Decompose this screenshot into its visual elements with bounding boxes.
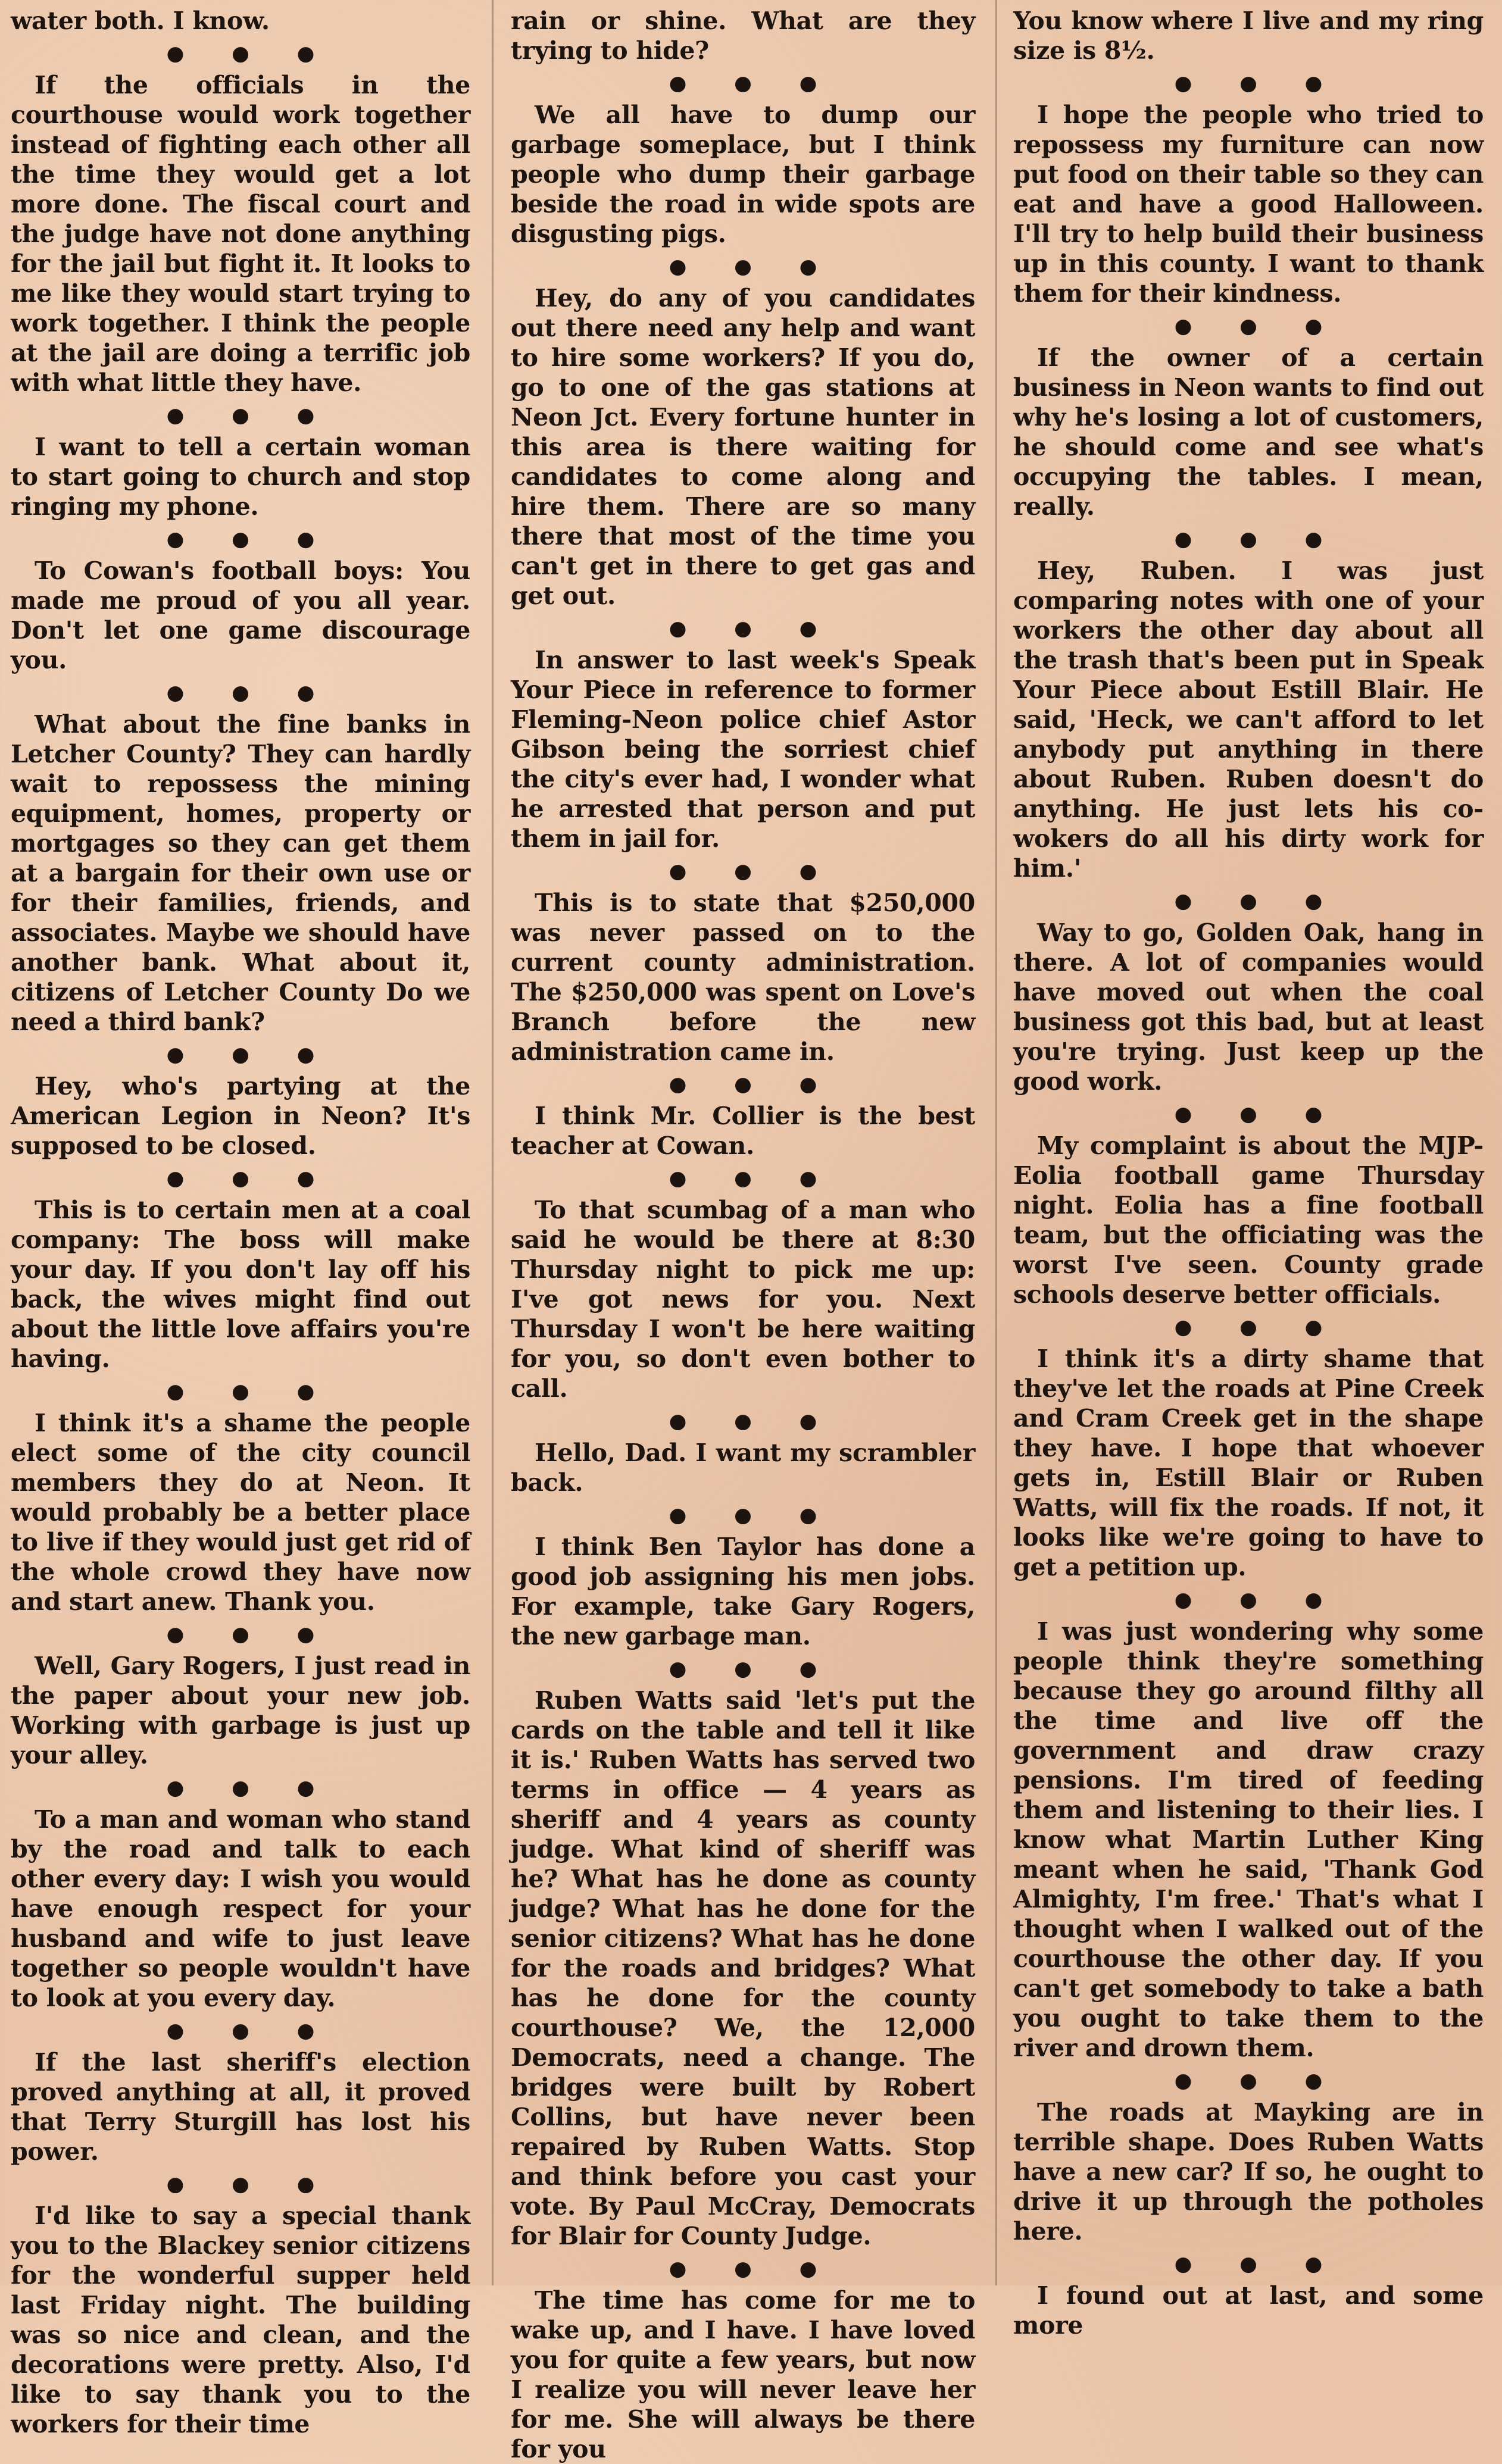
item-separator: ● ● ● (166, 1776, 335, 1800)
item-separator: ● ● ● (1174, 527, 1343, 551)
comment-text: If the officials in the courthouse would work together instead of fighting each other all the time they would get a lot more done. The fiscal court and the judge have not done anything for the jail but fight it. It looks to me like they would start trying to work together. I think the people at the jail are doing a terrific job with what little they have. (11, 71, 470, 397)
item-separator: ● ● ● (166, 527, 335, 551)
item-separator: ● ● ● (669, 1167, 838, 1190)
comment-text: Hey, who's partying at the American Legion in Neon? It's supposed to be closed. (11, 1072, 470, 1160)
comment-text: What about the fine banks in Letcher County? They can hardly wait to repossess the mining equipment, homes, property or mortgages so they can get them at a bargain for their own use or for their families, friends, and associates. Maybe we should have another bank. What about it, citizens of Letcher County Do we need a third bank? (11, 710, 470, 1036)
item-separator: ● ● ● (669, 1503, 838, 1527)
item-separator: ● ● ● (669, 2257, 838, 2281)
comment-text: Well, Gary Rogers, I just read in the paper about your new job. Working with garbage is just up your alley. (11, 1652, 470, 1769)
column-2 (511, 6, 975, 2463)
item-separator: ● ● ● (166, 2019, 335, 2043)
comment-item (1013, 2097, 1484, 2246)
comment-text: Hey, do any of you candidates out there need any help and want to hire some workers? If you do, go to one of the gas stations at Neon Jct. Every fortune hunter in this area is there waiting for candidates to come along and hire them. There are so many there that most of the time you can't get in there to get gas and get out. (511, 284, 975, 610)
comment-text: I found out at last, and some more (1013, 2281, 1484, 2340)
comment-item (11, 1651, 470, 1770)
comment-item (511, 1686, 975, 2251)
comment-item (11, 709, 470, 1037)
item-separator: ● ● ● (1174, 1588, 1343, 1612)
comment-item (511, 6, 975, 65)
comment-text: If the last sheriff's election proved anything at all, it proved that Terry Sturgill has lost his power. (11, 2048, 470, 2166)
comment-item (11, 2047, 470, 2166)
comment-item (511, 1532, 975, 1651)
comment-item (11, 1408, 470, 1616)
comment-text: The time has come for me to wake up, and I have. I have loved you for quite a few years, but now I realize you will never leave her for me. She will always be there for you (511, 2286, 975, 2463)
comment-item (11, 432, 470, 521)
comment-text: I think Mr. Collier is the best teacher at Cowan. (511, 1102, 975, 1160)
comment-text: I think it's a dirty shame that they've let the roads at Pine Creek and Cram Creek get in the shape they have. I hope that whoever gets in, Estill Blair or Ruben Watts, will fix the roads. If not, it looks like we're going to have to get a petition up. (1013, 1344, 1484, 1581)
item-separator: ● ● ● (669, 1409, 838, 1433)
comment-text: water both. I know. (11, 7, 270, 35)
comment-item (511, 2285, 975, 2464)
comment-item (511, 645, 975, 853)
item-separator: ● ● ● (166, 1167, 335, 1190)
item-separator: ● ● ● (166, 42, 335, 65)
item-separator: ● ● ● (1174, 1315, 1343, 1339)
comment-item (511, 1101, 975, 1161)
comment-item (511, 1438, 975, 1497)
comment-item (1013, 6, 1484, 65)
column-3 (1013, 6, 1484, 2340)
comment-text: My complaint is about the MJP-Eolia football game Thursday night. Eolia has a fine football team, but the officiating was the worst I've seen. County grade schools deserve better officials. (1013, 1131, 1484, 1309)
comment-text: The roads at Mayking are in terrible shape. Does Ruben Watts have a new car? If so, he ought to drive it up through the potholes here. (1013, 2098, 1484, 2246)
column-rule (995, 0, 997, 2285)
comment-text: If the owner of a certain business in Neon wants to find out why he's losing a lot of customers, he should come and see what's occupying the tables. I mean, really. (1013, 343, 1484, 521)
comment-text: Ruben Watts said 'let's put the cards on the table and tell it like it is.' Ruben Watts has served two terms in office — 4 years as sheriff and 4 years as county judge. What kind of sheriff was he? What has he done as county judge? What has he done for the senior citizens? What has he done for the roads and bridges? What has he done for the county courthouse? We, the 12,000 Democrats, need a change. The bridges were built by Robert Collins, but have never been repaired by Ruben Watts. Stop and think before you cast your vote. By Paul McCray, Democrats for Blair for County Judge. (511, 1686, 975, 2250)
comment-item (511, 1195, 975, 1403)
comment-item (11, 1071, 470, 1161)
item-separator: ● ● ● (669, 859, 838, 883)
comment-text: I want to tell a certain woman to start going to church and stop ringing my phone. (11, 433, 470, 521)
item-separator: ● ● ● (669, 71, 838, 95)
item-separator: ● ● ● (166, 2172, 335, 2196)
item-separator: ● ● ● (669, 1657, 838, 1681)
comment-text: I hope the people who tried to repossess my furniture can now put food on their table so they can eat and have a good Halloween. I'll try to help build their business up in this county. I want to thank them for their kindness. (1013, 101, 1484, 308)
comment-text: To that scumbag of a man who said he would be there at 8:30 Thursday night to pick me up: I've got news for you. Next Thursday I won't be here waiting for you, so don't even bother to call. (511, 1196, 975, 1403)
item-separator: ● ● ● (1174, 314, 1343, 338)
item-separator: ● ● ● (669, 617, 838, 640)
comment-item (1013, 1344, 1484, 1582)
column-1 (11, 6, 470, 2438)
comment-item (1013, 1131, 1484, 1309)
comment-text: We all have to dump our garbage someplace, but I think people who dump their garbage beside the road in wide spots are disgusting pigs. (511, 101, 975, 248)
column-rule (492, 0, 494, 2285)
comment-item (11, 2201, 470, 2439)
item-separator: ● ● ● (166, 1622, 335, 1646)
item-separator: ● ● ● (1174, 889, 1343, 913)
item-separator: ● ● ● (166, 1380, 335, 1403)
comment-item (11, 1805, 470, 2013)
comment-text: Hello, Dad. I want my scrambler back. (511, 1439, 975, 1497)
comment-item (511, 283, 975, 611)
item-separator: ● ● ● (669, 1072, 838, 1096)
comment-text: To a man and woman who stand by the road and talk to each other every day: I wish you would have enough respect for your husband and wife to just leave together so people wouldn't have to look at you every day. (11, 1805, 470, 2012)
item-separator: ● ● ● (166, 681, 335, 705)
comment-item (1013, 918, 1484, 1096)
comment-item (11, 556, 470, 675)
comment-item (1013, 343, 1484, 521)
item-separator: ● ● ● (1174, 1102, 1343, 1126)
comment-text: I think Ben Taylor has done a good job assigning his men jobs. For example, take Gary Rogers, the new garbage man. (511, 1533, 975, 1650)
item-separator: ● ● ● (166, 1043, 335, 1067)
comment-text: I think it's a shame the people elect some of the city council members they do at Neon. It would probably be a better place to live if they would just get rid of the whole crowd they have now and start anew. Thank you. (11, 1409, 470, 1616)
comment-text: Hey, Ruben. I was just comparing notes with one of your workers the other day about all the trash that's been put in Speak Your Piece about Estill Blair. He said, 'Heck, we can't afford to let anybody put anything in there about Ruben. Ruben doesn't do anything. He just lets his co-wokers do all his dirty work for him.' (1013, 556, 1484, 883)
comment-text: I was just wondering why some people think they're something because they go around filthy all the time and live off the government and draw crazy pensions. I'm tired of feeding them and listening to their lies. I know what Martin Luther King meant when he said, 'Thank God Almighty, I'm free.' That's what I thought when I walked out of the courthouse the other day. If you can't get somebody to take a bath you ought to take them to the river and drown them. (1013, 1617, 1484, 2062)
comment-item (11, 1195, 470, 1374)
comment-item (1013, 100, 1484, 308)
comment-text: In answer to last week's Speak Your Piece in reference to former Fleming-Neon police chief Astor Gibson being the sorriest chief the city's ever had, I wonder what he arrested that person and put them in jail for. (511, 646, 975, 853)
comment-text: rain or shine. What are they trying to hide? (511, 7, 975, 65)
item-separator: ● ● ● (1174, 2069, 1343, 2093)
comment-text: To Cowan's football boys: You made me proud of you all year. Don't let one game discourage you. (11, 556, 470, 674)
comment-item (11, 70, 470, 398)
comment-text: Way to go, Golden Oak, hang in there. A lot of companies would have moved out when the coal business got this bad, but at least you're trying. Just keep up the good work. (1013, 918, 1484, 1096)
item-separator: ● ● ● (1174, 71, 1343, 95)
comment-item (511, 100, 975, 249)
comment-text: You know where I live and my ring size is 8½. (1013, 7, 1484, 65)
comment-item (11, 6, 470, 36)
comment-item (1013, 2281, 1484, 2340)
comment-item (1013, 1616, 1484, 2063)
item-separator: ● ● ● (166, 404, 335, 427)
comment-text: This is to certain men at a coal company: The boss will make your day. If you don't lay off his back, the wives might find out about the little love affairs you're having. (11, 1196, 470, 1373)
comment-text: This is to state that $250,000 was never passed on to the current county administration. The $250,000 was spent on Love's Branch before the new administration came in. (511, 889, 975, 1066)
item-separator: ● ● ● (1174, 2252, 1343, 2276)
item-separator: ● ● ● (669, 255, 838, 279)
comment-item (1013, 556, 1484, 883)
comment-item (511, 888, 975, 1067)
comment-text: I'd like to say a special thank you to the Blackey senior citizens for the wonderful supper held last Friday night. The building was so nice and clean, and the decorations were pretty. Also, I'd like to say thank you to the workers for their time (11, 2202, 470, 2438)
